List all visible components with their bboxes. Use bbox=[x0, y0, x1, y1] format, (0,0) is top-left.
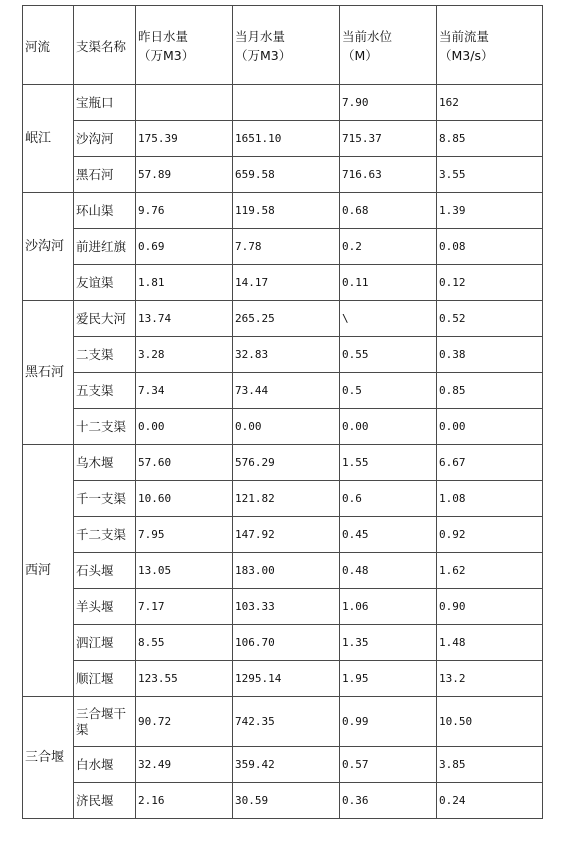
yesterday-volume-cell: 175.39 bbox=[136, 121, 233, 157]
flow-rate-cell: 0.38 bbox=[437, 337, 543, 373]
flow-rate-cell: 10.50 bbox=[437, 697, 543, 747]
month-volume-cell: 0.00 bbox=[233, 409, 340, 445]
water-level-cell: 0.55 bbox=[340, 337, 437, 373]
water-level-cell: 1.06 bbox=[340, 589, 437, 625]
yesterday-volume-cell: 57.89 bbox=[136, 157, 233, 193]
table-row bbox=[23, 517, 543, 553]
month-volume-cell: 659.58 bbox=[233, 157, 340, 193]
yesterday-volume-cell: 8.55 bbox=[136, 625, 233, 661]
table-row bbox=[23, 409, 543, 445]
channel-name-cell: 白水堰 bbox=[74, 747, 136, 783]
month-volume-cell: 119.58 bbox=[233, 193, 340, 229]
channel-name-cell: 石头堰 bbox=[74, 553, 136, 589]
table-row bbox=[23, 589, 543, 625]
channel-name-cell: 千一支渠 bbox=[74, 481, 136, 517]
flow-rate-cell: 0.52 bbox=[437, 301, 543, 337]
header-river: 河流 bbox=[23, 6, 74, 85]
table-row bbox=[23, 373, 543, 409]
channel-name-cell: 三合堰干渠 bbox=[74, 697, 136, 747]
month-volume-cell: 7.78 bbox=[233, 229, 340, 265]
yesterday-volume-cell bbox=[136, 85, 233, 121]
month-volume-cell: 147.92 bbox=[233, 517, 340, 553]
yesterday-volume-cell: 1.81 bbox=[136, 265, 233, 301]
yesterday-volume-cell: 2.16 bbox=[136, 783, 233, 819]
flow-rate-cell: 3.55 bbox=[437, 157, 543, 193]
yesterday-volume-cell: 7.95 bbox=[136, 517, 233, 553]
header-yesterday: 昨日水量 （万M3） bbox=[136, 6, 233, 85]
water-level-cell: 0.48 bbox=[340, 553, 437, 589]
flow-rate-cell: 1.62 bbox=[437, 553, 543, 589]
water-level-cell: 0.99 bbox=[340, 697, 437, 747]
flow-rate-cell: 13.2 bbox=[437, 661, 543, 697]
month-volume-cell: 742.35 bbox=[233, 697, 340, 747]
flow-rate-cell: 0.24 bbox=[437, 783, 543, 819]
month-volume-cell: 14.17 bbox=[233, 265, 340, 301]
table-row bbox=[23, 157, 543, 193]
table-row bbox=[23, 783, 543, 819]
flow-rate-cell: 0.00 bbox=[437, 409, 543, 445]
month-volume-cell: 359.42 bbox=[233, 747, 340, 783]
yesterday-volume-cell: 7.17 bbox=[136, 589, 233, 625]
month-volume-cell: 1295.14 bbox=[233, 661, 340, 697]
flow-rate-cell: 1.39 bbox=[437, 193, 543, 229]
water-level-cell: \ bbox=[340, 301, 437, 337]
table-row bbox=[23, 553, 543, 589]
channel-name-cell: 前进红旗 bbox=[74, 229, 136, 265]
month-volume-cell: 1651.10 bbox=[233, 121, 340, 157]
water-level-cell: 0.68 bbox=[340, 193, 437, 229]
header-month: 当月水量 （万M3） bbox=[233, 6, 340, 85]
header-channel: 支渠名称 bbox=[74, 6, 136, 85]
channel-name-cell: 沙沟河 bbox=[74, 121, 136, 157]
water-level-cell: 0.2 bbox=[340, 229, 437, 265]
water-level-cell: 715.37 bbox=[340, 121, 437, 157]
table-row bbox=[23, 661, 543, 697]
flow-rate-cell: 0.90 bbox=[437, 589, 543, 625]
header-flow: 当前流量 （M3/s） bbox=[437, 6, 543, 85]
table-row bbox=[23, 337, 543, 373]
river-name-cell: 西河 bbox=[23, 445, 74, 697]
yesterday-volume-cell: 13.74 bbox=[136, 301, 233, 337]
channel-name-cell: 济民堰 bbox=[74, 783, 136, 819]
flow-rate-cell: 3.85 bbox=[437, 747, 543, 783]
flow-rate-cell: 162 bbox=[437, 85, 543, 121]
yesterday-volume-cell: 123.55 bbox=[136, 661, 233, 697]
channel-name-cell: 五支渠 bbox=[74, 373, 136, 409]
table-row bbox=[23, 229, 543, 265]
flow-rate-cell: 1.48 bbox=[437, 625, 543, 661]
flow-rate-cell: 6.67 bbox=[437, 445, 543, 481]
yesterday-volume-cell: 7.34 bbox=[136, 373, 233, 409]
water-level-cell: 1.55 bbox=[340, 445, 437, 481]
water-level-cell: 0.36 bbox=[340, 783, 437, 819]
water-level-cell: 0.5 bbox=[340, 373, 437, 409]
month-volume-cell: 106.70 bbox=[233, 625, 340, 661]
table-row bbox=[23, 85, 543, 121]
month-volume-cell: 73.44 bbox=[233, 373, 340, 409]
yesterday-volume-cell: 57.60 bbox=[136, 445, 233, 481]
yesterday-volume-cell: 0.69 bbox=[136, 229, 233, 265]
channel-name-cell: 千二支渠 bbox=[74, 517, 136, 553]
channel-name-cell: 十二支渠 bbox=[74, 409, 136, 445]
table-row bbox=[23, 121, 543, 157]
month-volume-cell: 576.29 bbox=[233, 445, 340, 481]
yesterday-volume-cell: 90.72 bbox=[136, 697, 233, 747]
table-row bbox=[23, 697, 543, 747]
flow-rate-cell: 8.85 bbox=[437, 121, 543, 157]
yesterday-volume-cell: 3.28 bbox=[136, 337, 233, 373]
water-level-cell: 0.6 bbox=[340, 481, 437, 517]
table-row bbox=[23, 301, 543, 337]
month-volume-cell: 183.00 bbox=[233, 553, 340, 589]
flow-rate-cell: 0.08 bbox=[437, 229, 543, 265]
channel-name-cell: 环山渠 bbox=[74, 193, 136, 229]
water-level-cell: 0.57 bbox=[340, 747, 437, 783]
channel-name-cell: 泗江堰 bbox=[74, 625, 136, 661]
flow-rate-cell: 0.85 bbox=[437, 373, 543, 409]
month-volume-cell: 121.82 bbox=[233, 481, 340, 517]
yesterday-volume-cell: 32.49 bbox=[136, 747, 233, 783]
table-row bbox=[23, 445, 543, 481]
header-level: 当前水位 （M） bbox=[340, 6, 437, 85]
water-level-cell: 0.11 bbox=[340, 265, 437, 301]
yesterday-volume-cell: 9.76 bbox=[136, 193, 233, 229]
yesterday-volume-cell: 10.60 bbox=[136, 481, 233, 517]
channel-name-cell: 黑石河 bbox=[74, 157, 136, 193]
table-row bbox=[23, 265, 543, 301]
channel-name-cell: 羊头堰 bbox=[74, 589, 136, 625]
water-level-cell: 0.00 bbox=[340, 409, 437, 445]
month-volume-cell: 265.25 bbox=[233, 301, 340, 337]
water-level-cell: 1.95 bbox=[340, 661, 437, 697]
table-row bbox=[23, 747, 543, 783]
flow-rate-cell: 0.92 bbox=[437, 517, 543, 553]
flow-rate-cell: 0.12 bbox=[437, 265, 543, 301]
month-volume-cell: 32.83 bbox=[233, 337, 340, 373]
river-name-cell: 沙沟河 bbox=[23, 193, 74, 301]
channel-name-cell: 爱民大河 bbox=[74, 301, 136, 337]
month-volume-cell bbox=[233, 85, 340, 121]
water-level-cell: 1.35 bbox=[340, 625, 437, 661]
table-row bbox=[23, 625, 543, 661]
water-level-cell: 0.45 bbox=[340, 517, 437, 553]
month-volume-cell: 30.59 bbox=[233, 783, 340, 819]
water-data-table bbox=[22, 5, 543, 819]
yesterday-volume-cell: 13.05 bbox=[136, 553, 233, 589]
channel-name-cell: 二支渠 bbox=[74, 337, 136, 373]
channel-name-cell: 友谊渠 bbox=[74, 265, 136, 301]
table-row bbox=[23, 193, 543, 229]
water-level-cell: 7.90 bbox=[340, 85, 437, 121]
flow-rate-cell: 1.08 bbox=[437, 481, 543, 517]
channel-name-cell: 顺江堰 bbox=[74, 661, 136, 697]
channel-name-cell: 宝瓶口 bbox=[74, 85, 136, 121]
header-row bbox=[23, 6, 543, 85]
yesterday-volume-cell: 0.00 bbox=[136, 409, 233, 445]
river-name-cell: 岷江 bbox=[23, 85, 74, 193]
table-body bbox=[23, 85, 543, 819]
table-row bbox=[23, 481, 543, 517]
channel-name-cell: 乌木堰 bbox=[74, 445, 136, 481]
river-name-cell: 黑石河 bbox=[23, 301, 74, 445]
month-volume-cell: 103.33 bbox=[233, 589, 340, 625]
river-name-cell: 三合堰 bbox=[23, 697, 74, 819]
water-level-cell: 716.63 bbox=[340, 157, 437, 193]
